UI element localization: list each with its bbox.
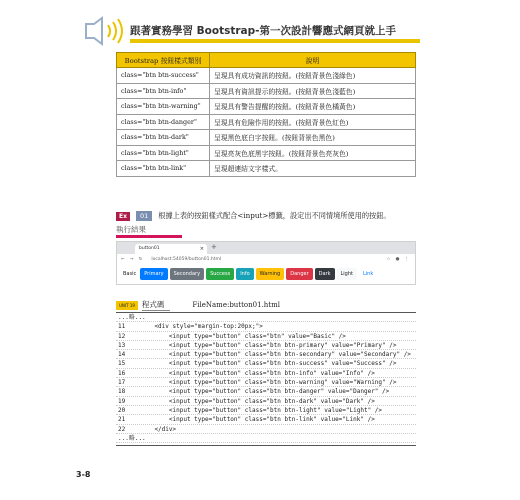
- code-line: [116, 415, 416, 424]
- code-line-number: ...略...: [118, 314, 146, 321]
- code-line-text: <input type="button" class="btn btn-info" value="Info" />: [140, 369, 375, 377]
- exercise-badge: Ex: [116, 212, 130, 221]
- code-line-text: <input type="button" class="btn btn-secondary" value="Secondary" />: [140, 351, 411, 359]
- table-cell-class: class="btn btn-light": [117, 145, 210, 161]
- table-cell-desc: 呈現具有警告提醒的按鈕。(按鈕背景色橘黃色): [210, 99, 416, 115]
- url-field[interactable]: localhost:54059/button01.html: [151, 257, 222, 262]
- table-row: [117, 145, 416, 161]
- code-line-number: 19: [118, 397, 126, 405]
- table-cell-desc: 呈現超連結文字樣式。: [210, 161, 416, 177]
- close-icon[interactable]: ×: [199, 246, 204, 252]
- page-header: [0, 6, 520, 52]
- table-row: [117, 68, 416, 84]
- table-cell-desc: 呈現亮灰色底黑字按鈕。(按鈕背景色亮灰色): [210, 145, 416, 161]
- table-cell-desc: 呈現具有資訊提示的按鈕。(按鈕背景色淺藍色): [210, 83, 416, 99]
- code-line-text: <input type="button" class="btn btn-link" value="Link" />: [140, 416, 375, 424]
- table-header-class: Bootstrap 按鈕樣式類別: [117, 53, 210, 68]
- code-line-text: <input type="button" class="btn btn-primary" value="Primary" />: [140, 341, 397, 349]
- browser-tab-title: button01: [139, 246, 160, 251]
- code-line: [116, 322, 416, 331]
- code-line: [116, 387, 416, 396]
- code-line-number: 22: [118, 425, 126, 433]
- forward-icon[interactable]: →: [129, 257, 134, 262]
- run-result-rule: [116, 235, 182, 238]
- code-line: [116, 341, 416, 350]
- header-rule: [130, 39, 420, 43]
- code-line-text: <input type="button" class="btn btn-success" value="Success" />: [140, 360, 397, 368]
- star-icon[interactable]: ☆: [386, 257, 391, 262]
- code-line-text: <div style="margin-top:20px;">: [140, 323, 263, 331]
- menu-icon[interactable]: ⋮: [404, 257, 409, 262]
- table-cell-class: class="btn btn-info": [117, 83, 210, 99]
- code-tag: UNIT 19: [116, 301, 138, 310]
- code-line-number: ...略...: [118, 434, 146, 442]
- table-header-row: [117, 53, 416, 68]
- secondary-button[interactable]: Secondary: [170, 268, 204, 280]
- basic-button[interactable]: Basic: [123, 271, 137, 277]
- warning-button[interactable]: Warning: [256, 268, 285, 280]
- danger-button[interactable]: Danger: [286, 268, 312, 280]
- code-line: [116, 332, 416, 341]
- code-line: [116, 434, 416, 443]
- exercise-text: 根據上表的按鈕樣式配合<input>標籤，設定出不同情境所使用的按鈕。: [158, 211, 391, 220]
- code-line: [116, 359, 416, 368]
- code-line-text: <input type="button" class="btn btn-danger" value="Danger" />: [140, 388, 390, 396]
- code-line-number: 15: [118, 360, 126, 368]
- browser-address-bar: [117, 254, 415, 265]
- code-line-number: 13: [118, 341, 126, 349]
- code-listing: [116, 312, 416, 446]
- table-row: [117, 161, 416, 177]
- dark-button[interactable]: Dark: [315, 268, 335, 280]
- reload-icon[interactable]: ↻: [138, 257, 143, 262]
- browser-window: [116, 241, 416, 285]
- code-line-text: <input type="button" class="btn btn-dark" value="Dark" />: [140, 397, 375, 405]
- table-row: [117, 99, 416, 115]
- browser-tabbar: [117, 242, 415, 254]
- code-line-number: 20: [118, 406, 126, 414]
- success-button[interactable]: Success: [206, 268, 234, 280]
- run-result-label: 執行結果: [116, 225, 146, 234]
- code-line: [116, 378, 416, 387]
- code-line-number: 16: [118, 369, 126, 377]
- back-icon[interactable]: ←: [121, 257, 125, 262]
- speaker-logo-icon: [82, 16, 128, 46]
- code-line: [116, 397, 416, 406]
- code-line: [116, 406, 416, 415]
- button-class-table: [116, 52, 416, 177]
- code-filename: FileName:button01.html: [192, 301, 280, 309]
- account-icon[interactable]: ●: [395, 257, 400, 262]
- light-button[interactable]: Light: [337, 268, 357, 280]
- info-button[interactable]: Info: [236, 268, 253, 280]
- code-header: [116, 299, 416, 311]
- code-line-number: 18: [118, 388, 126, 396]
- browser-tab[interactable]: [135, 244, 207, 254]
- code-line-number: 17: [118, 379, 126, 387]
- code-line-number: 12: [118, 332, 126, 340]
- code-line: [116, 425, 416, 434]
- new-tab-icon[interactable]: +: [211, 243, 217, 251]
- table-cell-desc: 呈現具有成功資訊的按鈕。(按鈕背景色淺綠色): [210, 68, 416, 84]
- exercise-number: 01: [136, 211, 152, 221]
- primary-button[interactable]: Primary: [140, 268, 167, 280]
- table-cell-class: class="btn btn-danger": [117, 114, 210, 130]
- table-cell-desc: 呈現具有危險作用的按鈕。(按鈕背景色紅色): [210, 114, 416, 130]
- code-line-text: <input type="button" class="btn btn-light" value="Light" />: [140, 406, 383, 414]
- code-line-number: 21: [118, 416, 126, 424]
- code-line: [116, 313, 416, 322]
- table-cell-class: class="btn btn-warning": [117, 99, 210, 115]
- table-cell-class: class="btn btn-dark": [117, 130, 210, 146]
- table-cell-desc: 呈現黑色底白字按鈕。(按鈕背景色黑色): [210, 130, 416, 146]
- table-cell-class: class="btn btn-success": [117, 68, 210, 84]
- table-cell-class: class="btn btn-link": [117, 161, 210, 177]
- code-line: [116, 350, 416, 359]
- code-line-number: 14: [118, 351, 126, 359]
- header-title: 跟著實務學習 Bootstrap-第一次設計響應式網頁就上手: [130, 25, 397, 37]
- code-title: 程式碼: [142, 299, 171, 311]
- code-line-text: <input type="button" class="btn btn-warning" value="Warning" />: [140, 379, 397, 387]
- table-row: [117, 114, 416, 130]
- code-line-number: 11: [118, 323, 126, 331]
- demo-button-row: [117, 265, 415, 283]
- link-button[interactable]: Link: [362, 271, 374, 277]
- page-number: 3-8: [76, 470, 91, 479]
- table-row: [117, 83, 416, 99]
- code-line-text: </div>: [140, 425, 177, 433]
- code-line: [116, 369, 416, 378]
- code-line-text: <input type="button" class="btn" value="Basic" />: [140, 332, 346, 340]
- table-row: [117, 130, 416, 146]
- table-header-desc: 說明: [210, 53, 416, 68]
- exercise-line: [116, 210, 436, 222]
